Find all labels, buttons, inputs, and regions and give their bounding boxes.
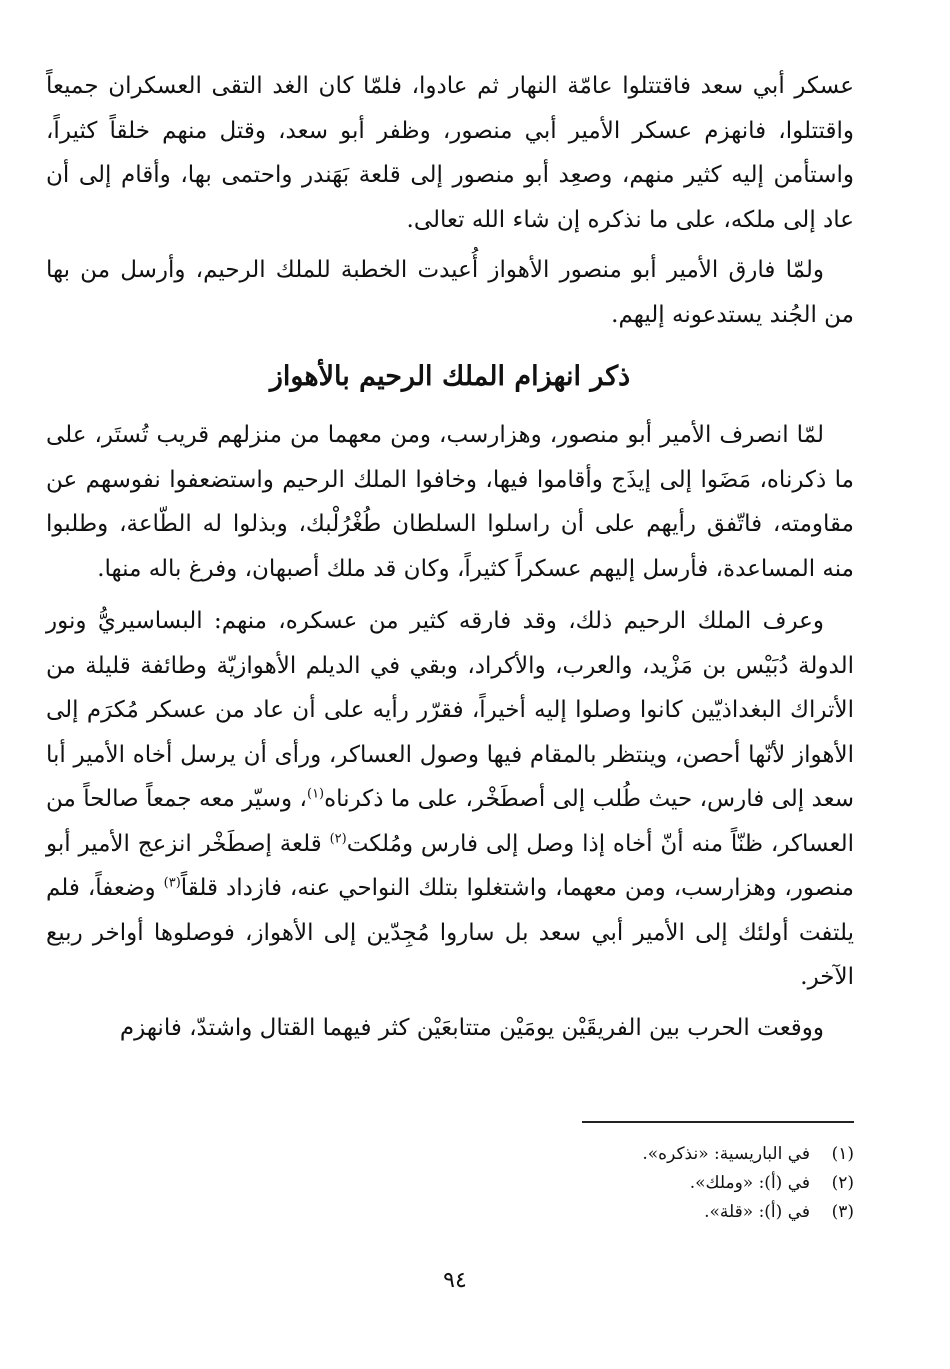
footnote-ref-1: (١) (306, 786, 325, 802)
footnotes (454, 1140, 854, 1227)
footnote-divider (582, 1121, 854, 1123)
paragraph-2: ولمّا فارق الأمير أبو منصور الأهواز أُعيدت الخطبة للملك الرحيم، وأرسل من بها من الجُند يستدعونه إليهم. (46, 257, 854, 328)
paragraph-3: لمّا انصرف الأمير أبو منصور، وهزارسب، ومن معهما من منزلهم قريب تُستَر، على ما ذكرناه، مَضَوا إلى إيذَج وأقاموا فيها، وخافوا الملك الرحيم واستضعفوا نفوسهم عن مقاومته، فاتّفق رأيهم على أن راسلوا السلطان طُغْرُلْبك، وبذلوا له الطّاعة، وطلبوا منه المساعدة، فأرسل إليهم عسكراً كثيراً، وكان قد ملك أصبهان، وفرغ باله منها. (46, 422, 854, 582)
footnote-number: (٢) (831, 1173, 854, 1193)
paragraph-4-part-c: قلعة إصطَخْر انزعج الأمير أبو منصور، وهزارسب، ومن معهما، واشتغلوا بتلك النواحي عنه، فازداد قلقاً (46, 830, 855, 901)
footnote-ref-2: (٢) (329, 830, 347, 846)
footnote-2 (454, 1169, 854, 1198)
paragraph-4 (46, 599, 854, 1000)
footnote-number: (٣) (831, 1202, 854, 1222)
footnote-1 (454, 1140, 854, 1169)
footnote-text: في الباريسية: «نذكره». (642, 1144, 810, 1164)
footnote-text: في (أ): «وملك». (689, 1173, 810, 1193)
paragraph-4-part-b: ، وسيّر معه جمعاً صالحاً من العساكر، ظنّاً منه أنّ أخاه إذا وصل إلى فارس ومُلكت (46, 786, 854, 857)
footnote-number: (١) (831, 1144, 854, 1164)
section-heading: ذكر انهزام الملك الرحيم بالأهواز (269, 361, 631, 392)
paragraph-4-part-d: وضعفاً، فلم يلتفت أولئك إلى الأمير أبي سعد بل ساروا مُجِدّين إلى الأهواز، فوصلوها أواخر ربيع الآخر. (46, 875, 854, 990)
paragraph-5: ووقعت الحرب بين الفريقَيْن يومَيْن متتابعَيْن كثر فيهما القتال واشتدّ، فانهزم (119, 1014, 824, 1041)
paragraph-1: عسكر أبي سعد فاقتتلوا عامّة النهار ثم عادوا، فلمّا كان الغد التقى العسكران جميعاً واقتتلوا، فانهزم عسكر الأمير أبي منصور، وظفر أبو سعد، وقتل منهم خلقاً كثيراً، واستأمن إليه كثير منهم، وصعِد أبو منصور إلى قلعة بَهَندر واحتمى بها، وأقام إلى أن عاد إلى ملكه، على ما نذكره إن شاء الله تعالى. (46, 73, 854, 233)
footnote-ref-3: (٣) (163, 875, 181, 891)
paragraph-4-part-a: وعرف الملك الرحيم ذلك، وقد فارقه كثير من عسكره، منهم: البساسيريُّ ونور الدولة دُبَيْس بن مَزْيد، والعرب، والأكراد، وبقي في الديلم الأهوازيّة وطائفة قليلة من الأتراك البغداذيّين كانوا وصلوا إليه أخيراً، فقرّر رأيه على أن عاد من عسكر مُكرَم إلى الأهواز لأنّها أحصن، وينتظر بالمقام فيها وصول العساكر، ورأى أن يرسل أخاه الأمير أبا سعد إلى فارس، حيث طُلب إلى أصطَخْر، على ما ذكرناه (46, 608, 854, 812)
footnote-text: في (أ): «قلة». (704, 1202, 810, 1222)
footnote-3 (454, 1198, 854, 1227)
page-body (46, 64, 854, 1050)
page-number: ٩٤ (443, 1268, 467, 1293)
